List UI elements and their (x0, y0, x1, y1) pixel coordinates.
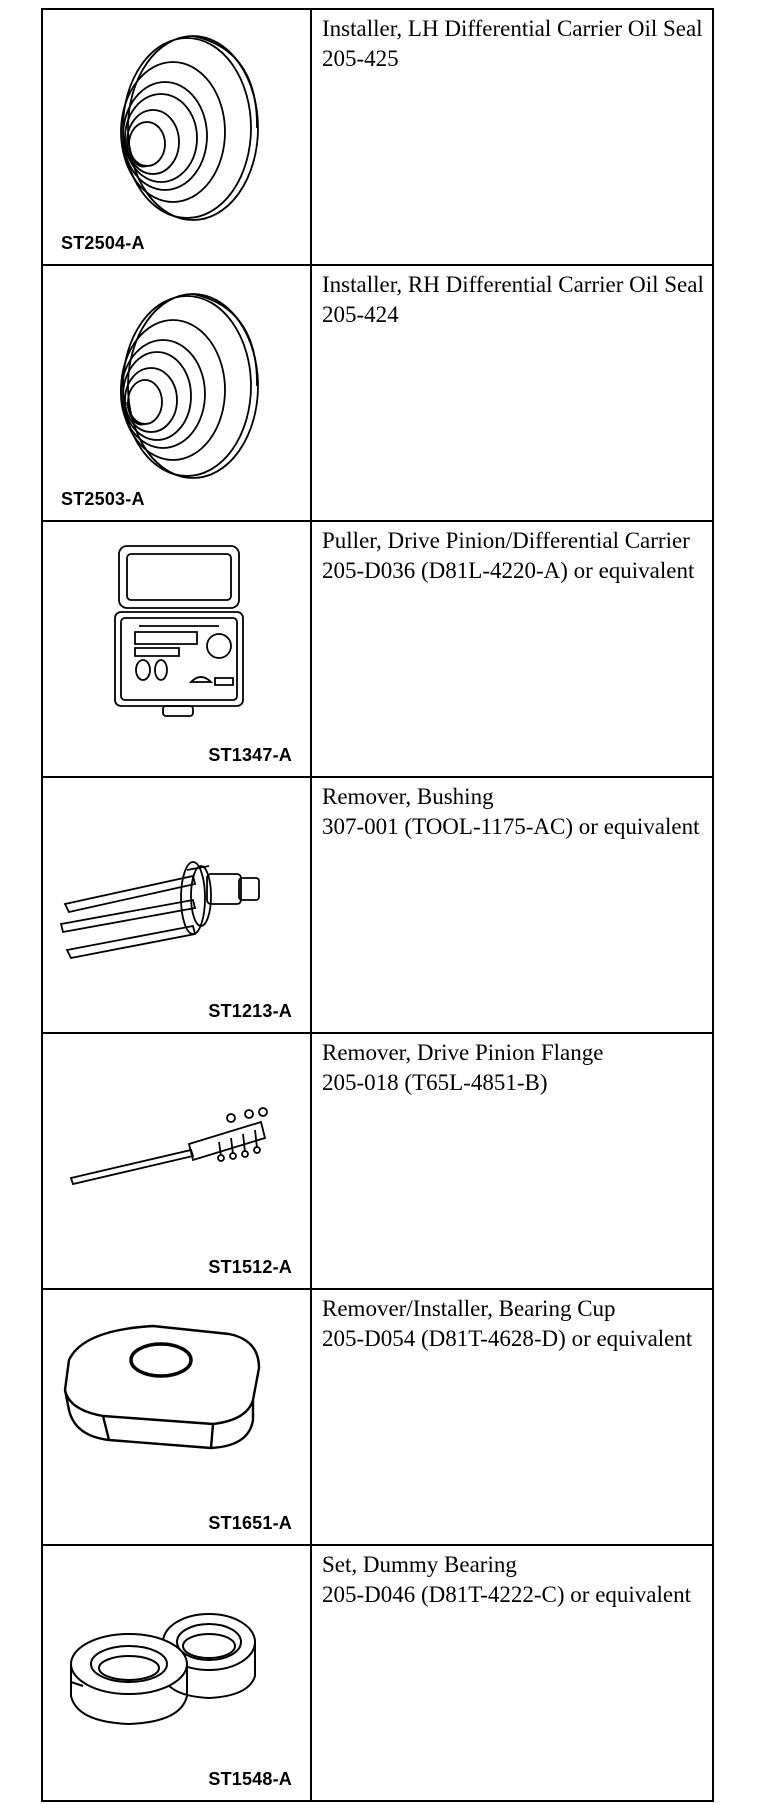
tool-name: Installer, LH Differential Carrier Oil Seal (322, 16, 703, 41)
tool-name: Installer, RH Differential Carrier Oil Seal (322, 272, 704, 297)
tool-illustration-cell (43, 266, 312, 520)
tool-description-cell (312, 266, 714, 520)
tool-description-cell (312, 10, 714, 264)
tool-row (43, 1034, 714, 1290)
tool-code: ST1548-A (208, 1769, 292, 1789)
tool-code: ST1651-A (208, 1513, 292, 1533)
tool-illustration-cell (43, 1290, 312, 1544)
tool-description-cell (312, 1290, 714, 1544)
seal-installer-icon (43, 266, 312, 520)
tool-description-cell (312, 522, 714, 776)
tool-description-cell (312, 1546, 714, 1800)
tool-name: Remover, Drive Pinion Flange (322, 1040, 604, 1065)
flange-remover-icon (43, 1034, 312, 1288)
tool-row (43, 522, 714, 778)
bearing-cup-tool-icon (43, 1290, 312, 1544)
tool-row (43, 10, 714, 266)
tool-name: Puller, Drive Pinion/Differential Carrier (322, 528, 690, 553)
tool-illustration-cell (43, 10, 312, 264)
tool-description-cell (312, 1034, 714, 1288)
tool-illustration-cell (43, 1546, 312, 1800)
tool-number: 205-D046 (D81T-4222-C) or equivalent (322, 1582, 691, 1607)
tool-row (43, 266, 714, 522)
tool-code: ST1213-A (208, 1001, 292, 1021)
special-tools-table (41, 8, 714, 1802)
tool-row (43, 778, 714, 1034)
tool-code: ST1512-A (208, 1257, 292, 1277)
dummy-bearing-icon (43, 1546, 312, 1800)
tool-illustration-cell (43, 1034, 312, 1288)
tool-name: Set, Dummy Bearing (322, 1552, 517, 1577)
bushing-remover-icon (43, 778, 312, 1032)
tool-number: 307-001 (TOOL-1175-AC) or equivalent (322, 814, 700, 839)
tool-number: 205-425 (322, 46, 399, 71)
tool-name: Remover, Bushing (322, 784, 494, 809)
tool-illustration-cell (43, 778, 312, 1032)
seal-installer-icon (43, 10, 312, 264)
tool-number: 205-018 (T65L-4851-B) (322, 1070, 548, 1095)
tool-number: 205-424 (322, 302, 399, 327)
tool-name: Remover/Installer, Bearing Cup (322, 1296, 616, 1321)
tool-number: 205-D036 (D81L-4220-A) or equivalent (322, 558, 695, 583)
tool-code: ST1347-A (208, 745, 292, 765)
tool-code: ST2503-A (61, 489, 145, 509)
puller-kit-case-icon (43, 522, 312, 776)
tool-description-cell (312, 778, 714, 1032)
tool-row (43, 1546, 714, 1802)
tool-illustration-cell (43, 522, 312, 776)
tool-number: 205-D054 (D81T-4628-D) or equivalent (322, 1326, 693, 1351)
tool-row (43, 1290, 714, 1546)
tool-code: ST2504-A (61, 233, 145, 253)
